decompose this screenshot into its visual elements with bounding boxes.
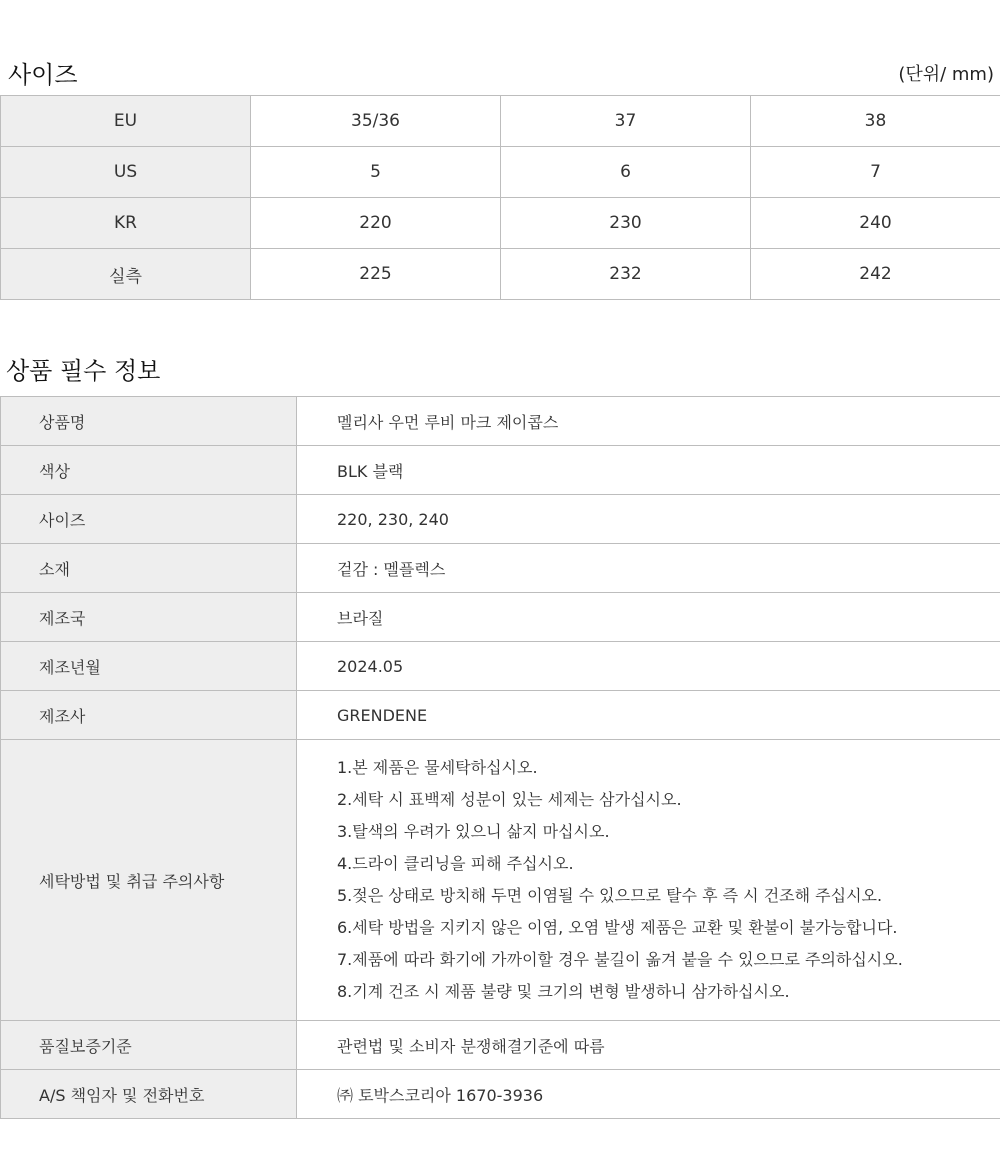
size-cell: 7 xyxy=(751,147,1000,198)
size-cell: 225 xyxy=(251,249,501,300)
info-value: 관련법 및 소비자 분쟁해결기준에 따름 xyxy=(297,1021,1000,1070)
size-row-label: KR xyxy=(1,198,251,249)
size-unit-label: (단위/ mm) xyxy=(898,64,994,85)
info-row-product-name xyxy=(1,397,1000,446)
care-item: 8.기계 건조 시 제품 불량 및 크기의 변형 발생하니 삼가하십시오. xyxy=(337,982,790,1001)
size-section-title: 사이즈 xyxy=(8,61,78,89)
info-row-manufacture-date xyxy=(1,642,1000,691)
size-row-label: 실측 xyxy=(1,249,251,300)
info-value: BLK 블랙 xyxy=(297,446,1000,495)
info-row-country xyxy=(1,593,1000,642)
size-row-actual xyxy=(1,249,1000,300)
info-label: 사이즈 xyxy=(1,495,297,544)
size-cell: 230 xyxy=(501,198,751,249)
info-section-title: 상품 필수 정보 xyxy=(6,357,161,385)
info-label: 제조년월 xyxy=(1,642,297,691)
size-row-eu xyxy=(1,96,1000,147)
info-row-quality-standard xyxy=(1,1021,1000,1070)
size-row-us xyxy=(1,147,1000,198)
info-value: ㈜ 토박스코리아 1670-3936 xyxy=(297,1070,1000,1119)
info-value: 겉감 : 멜플렉스 xyxy=(297,544,1000,593)
info-label: 소재 xyxy=(1,544,297,593)
care-list xyxy=(337,742,1000,1018)
info-row-manufacturer xyxy=(1,691,1000,740)
info-row-material xyxy=(1,544,1000,593)
info-label: 제조국 xyxy=(1,593,297,642)
info-value: 브라질 xyxy=(297,593,1000,642)
info-value: GRENDENE xyxy=(297,691,1000,740)
info-label: 세탁방법 및 취급 주의사항 xyxy=(1,740,297,1021)
size-cell: 37 xyxy=(501,96,751,147)
care-item: 2.세탁 시 표백제 성분이 있는 세제는 삼가십시오. xyxy=(337,790,682,809)
size-table xyxy=(0,95,1000,300)
care-item: 5.젖은 상태로 방치해 두면 이염될 수 있으므로 탈수 후 즉 시 건조해 주십시오. xyxy=(337,886,883,905)
size-row-kr xyxy=(1,198,1000,249)
care-item: 7.제품에 따라 화기에 가까이할 경우 불길이 옮겨 붙을 수 있으므로 주의하십시오. xyxy=(337,950,903,969)
info-label: A/S 책임자 및 전화번호 xyxy=(1,1070,297,1119)
info-row-color xyxy=(1,446,1000,495)
info-label: 제조사 xyxy=(1,691,297,740)
size-cell: 38 xyxy=(751,96,1000,147)
size-row-label: EU xyxy=(1,96,251,147)
care-item: 4.드라이 클리닝을 피해 주십시오. xyxy=(337,854,574,873)
info-row-care xyxy=(1,740,1000,1021)
info-row-as-contact xyxy=(1,1070,1000,1119)
info-value: 2024.05 xyxy=(297,642,1000,691)
care-item: 1.본 제품은 물세탁하십시오. xyxy=(337,758,538,777)
info-label: 상품명 xyxy=(1,397,297,446)
size-row-label: US xyxy=(1,147,251,198)
care-instructions xyxy=(297,740,1000,1021)
size-cell: 5 xyxy=(251,147,501,198)
info-value: 멜리사 우먼 루비 마크 제이콥스 xyxy=(297,397,1000,446)
size-cell: 240 xyxy=(751,198,1000,249)
size-cell: 220 xyxy=(251,198,501,249)
info-value: 220, 230, 240 xyxy=(297,495,1000,544)
info-label: 품질보증기준 xyxy=(1,1021,297,1070)
product-info-table xyxy=(0,396,1000,1119)
size-cell: 6 xyxy=(501,147,751,198)
info-row-size xyxy=(1,495,1000,544)
care-item: 3.탈색의 우려가 있으니 삶지 마십시오. xyxy=(337,822,610,841)
size-cell: 242 xyxy=(751,249,1000,300)
care-item: 6.세탁 방법을 지키지 않은 이염, 오염 발생 제품은 교환 및 환불이 불가능합니다. xyxy=(337,918,898,937)
size-cell: 35/36 xyxy=(251,96,501,147)
size-cell: 232 xyxy=(501,249,751,300)
info-label: 색상 xyxy=(1,446,297,495)
